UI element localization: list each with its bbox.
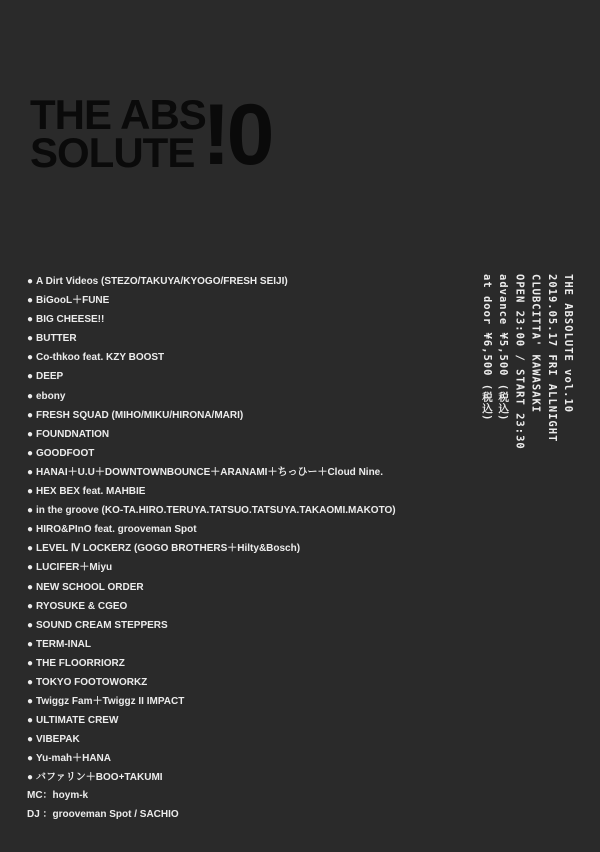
bullet-icon: ● (27, 772, 34, 784)
bullet-icon: ● (27, 314, 34, 326)
lineup-item-name: BiGooL＋FUNE (36, 295, 110, 307)
event-title: THE ABSOLUTE vol.10 (562, 274, 574, 414)
lineup-item-name: FOUNDNATION (36, 428, 110, 440)
bullet-icon: ● (27, 638, 34, 650)
lineup-item-name: in the groove (KO-TA.HIRO.TERUYA.TATSUO.TATSUYA.TAKAOMI.MAKOTO) (36, 505, 396, 517)
event-times: OPEN 23:00 / START 23:30 (513, 274, 526, 450)
bullet-icon: ● (27, 295, 34, 307)
lineup-item (27, 501, 396, 520)
lineup-item (27, 749, 396, 768)
bullet-icon: ● (27, 486, 34, 498)
dj-credit: DJ ：grooveman Spot / SACHIO (27, 809, 179, 821)
lineup-item-name: A Dirt Videos (STEZO/TAKUYA/KYOGO/FRESH SEIJI) (36, 276, 288, 287)
lineup-item (27, 578, 396, 597)
credits (27, 786, 179, 824)
lineup-item-name: LUCIFER＋Miyu (36, 562, 113, 574)
lineup-item-name: BUTTER (36, 333, 77, 345)
logo-line-1: THE ABS (30, 91, 206, 138)
lineup-item (27, 348, 396, 367)
lineup-item (27, 329, 396, 348)
logo-line-2: SOLUTE (30, 129, 195, 176)
bullet-icon: ● (27, 600, 34, 612)
lineup-item (27, 387, 396, 406)
event-date: 2019.05.17 FRI ALLNIGHT (545, 274, 558, 443)
event-venue: CLUBCITTA' KAWASAKI (529, 274, 542, 414)
bullet-icon: ● (27, 371, 34, 383)
lineup-item-name: LEVEL Ⅳ LOCKERZ (GOGO BROTHERS＋Hilty&Bosch) (36, 543, 301, 555)
lineup-item-name: Yu-mah＋HANA (36, 753, 112, 765)
bullet-icon: ● (27, 696, 34, 708)
lineup-item (27, 520, 396, 539)
bullet-icon: ● (27, 390, 34, 402)
bullet-icon: ● (27, 352, 34, 364)
lineup-item-name: SOUND CREAM STEPPERS (36, 619, 168, 631)
lineup-item (27, 367, 396, 386)
lineup-item (27, 539, 396, 558)
lineup-item-name: FRESH SQUAD (MIHO/MIKU/HIRONA/MARI) (36, 409, 244, 421)
lineup-item-name: DEEP (36, 371, 64, 383)
bullet-icon: ● (27, 409, 34, 421)
lineup-item-name: BIG CHEESE!! (36, 314, 105, 326)
lineup-item-name: RYOSUKE & CGEO (36, 600, 128, 612)
lineup-item (27, 692, 396, 711)
lineup-item (27, 558, 396, 577)
lineup-item-name: NEW SCHOOL ORDER (36, 581, 144, 593)
lineup-item (27, 310, 396, 329)
advance-price: advance ¥5,500 (税込) (497, 274, 510, 422)
lineup-item-name: HANAI＋U.U＋DOWNTOWNBOUNCE＋ARANAMI＋ちっひー＋Cloud Nine. (36, 466, 384, 478)
lineup-item (27, 635, 396, 654)
lineup-item (27, 406, 396, 425)
lineup-item-name: ebony (36, 390, 66, 402)
lineup-item (27, 597, 396, 616)
lineup-item-name: VIBEPAK (36, 734, 80, 746)
bullet-icon: ● (27, 524, 34, 536)
lineup-item-name: バファリン＋BOO+TAKUMI (36, 772, 163, 784)
lineup-item (27, 768, 396, 787)
lineup-item (27, 463, 396, 482)
bullet-icon: ● (27, 657, 34, 669)
door-price: at door ¥6,500 (税込) (480, 274, 493, 422)
lineup-item-name: TERM-INAL (36, 638, 91, 650)
bullet-icon: ● (27, 505, 34, 517)
lineup-item (27, 711, 396, 730)
lineup-item-name: THE FLOORRIORZ (36, 657, 125, 669)
lineup-item-name: HIRO&PInO feat. grooveman Spot (36, 524, 197, 536)
bullet-icon: ● (27, 562, 34, 574)
bullet-icon: ● (27, 734, 34, 746)
lineup-item (27, 673, 396, 692)
bullet-icon: ● (27, 447, 34, 459)
bullet-icon: ● (27, 715, 34, 727)
lineup-item-name: ULTIMATE CREW (36, 715, 119, 727)
lineup-item (27, 272, 396, 291)
lineup-item-name: Co-thkoo feat. KZY BOOST (36, 352, 165, 364)
bullet-icon: ● (27, 276, 34, 287)
bullet-icon: ● (27, 676, 34, 688)
lineup-item (27, 425, 396, 444)
lineup-item-name: Twiggz Fam＋Twiggz II IMPACT (36, 696, 185, 708)
bullet-icon: ● (27, 581, 34, 593)
bullet-icon: ● (27, 466, 34, 478)
lineup-item (27, 616, 396, 635)
lineup-item-name: HEX BEX feat. MAHBIE (36, 486, 146, 498)
lineup-item-name: GOODFOOT (36, 447, 95, 459)
lineup-item (27, 291, 396, 310)
artist-lineup (27, 272, 396, 788)
bullet-icon: ● (27, 428, 34, 440)
bullet-icon: ● (27, 619, 34, 631)
bullet-icon: ● (27, 333, 34, 345)
bullet-icon: ● (27, 753, 34, 765)
lineup-item (27, 654, 396, 673)
event-logo (30, 87, 271, 183)
lineup-item (27, 444, 396, 463)
logo-number: !0 (202, 87, 271, 183)
event-info (479, 274, 576, 450)
lineup-item (27, 730, 396, 749)
lineup-item (27, 482, 396, 501)
bullet-icon: ● (27, 543, 34, 555)
lineup-item-name: TOKYO FOOTOWORKZ (36, 676, 148, 688)
mc-credit: MC：hoym-k (27, 790, 89, 801)
